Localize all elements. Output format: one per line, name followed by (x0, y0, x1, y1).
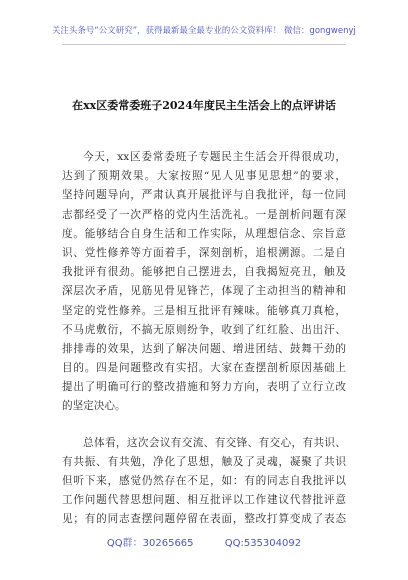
text-line: 坚持问题导向，严肃认真开展批评与自我批评，每一位同 (62, 189, 346, 202)
text-line: 今天，xx区委常委班子专题民主生活会开得很成功， (83, 151, 346, 163)
document-title: 在xx区委常委班子2024年度民主生活会上的点评讲话 (72, 99, 336, 112)
text-line: 我批评有很劲。能够把自己摆进去，自我揭短亮丑，触及 (62, 266, 346, 279)
document-body (62, 148, 346, 530)
text-line: 提出了明确可行的整改措施和努力方向，表明了立行立改 (62, 381, 346, 394)
text-line: 度。能够结合自身生活和工作实际，从理想信念、宗旨意 (62, 227, 346, 240)
paragraph-2 (62, 434, 346, 530)
text-line: 不马虎敷衍，不搞无原则纷争，收到了红红脸、出出汗、 (62, 323, 346, 336)
text-line: 的坚定决心。 (62, 400, 126, 413)
text-line: 总体看，这次会议有交流、有交锋、有交心，有共识、 (83, 436, 346, 449)
header-divider (62, 44, 346, 45)
text-line: 识、党性修养等方面着手，深刻剖析，追根溯源。二是自 (62, 246, 346, 259)
footer-qq-number: QQ:535304092 (224, 538, 302, 549)
text-line: 但听下来，感觉仍然存在不足，如：有的同志自我批评以 (62, 475, 346, 487)
text-line: 工作问题代替思想问题、相互批评以工作建议代替批评意 (62, 494, 346, 507)
text-line: 深层次矛盾，见筋见骨见锋芒，体现了主动担当的精神和 (62, 285, 346, 298)
footer-qq-group: QQ群：30265665 (106, 538, 194, 549)
text-line: 目的。四是问题整改有实招。大家在查摆剖析原因基础上 (62, 362, 346, 375)
text-line: 志都经受了一次严格的党内生活洗礼。一是剖析问题有深 (62, 208, 346, 221)
paragraph-gap (62, 417, 346, 434)
paragraph-1 (62, 148, 346, 417)
footer-contact (0, 534, 408, 549)
text-line: 坚定的党性修养。三是相互批评有辣味。能够真刀真枪， (62, 304, 346, 317)
text-line: 有共振、有共勉，净化了思想，触及了灵魂，凝聚了共识 (62, 455, 346, 468)
header-banner: 关注头条号“公文研究”，获得最新最全最专业的公文资料库！ 微信：gongwenyj (52, 25, 356, 35)
text-line: 见；有的同志查摆问题停留在表面，整改打算变成了表态 (62, 513, 346, 526)
text-line: 达到了预期效果。大家按照“见人见事见思想”的要求， (62, 170, 346, 183)
text-line: 排排毒的效果，达到了解决问题、增进团结、鼓舞干劲的 (62, 342, 346, 355)
